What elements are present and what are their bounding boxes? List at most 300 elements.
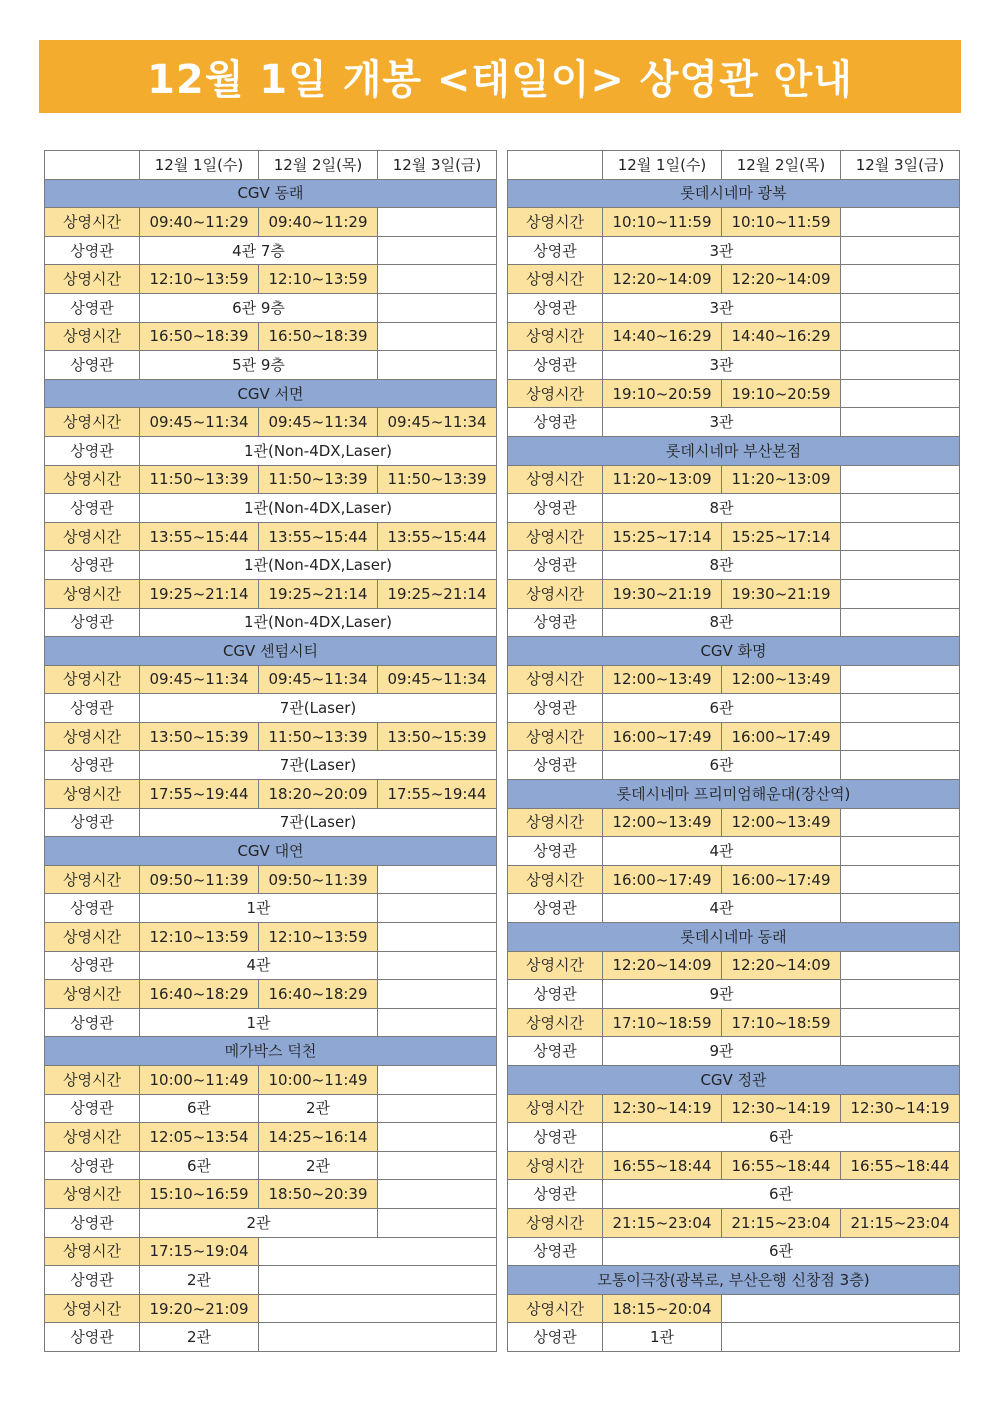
theater-header-row: [508, 780, 960, 809]
showtime-cell: 11:50~13:39: [259, 465, 378, 494]
showtime-cell: 15:25~17:14: [603, 522, 722, 551]
showtime-cell: 12:00~13:49: [603, 808, 722, 837]
showtime-row: [508, 322, 960, 351]
theater-header-row: [508, 923, 960, 952]
showtime-cell: 17:10~18:59: [722, 1008, 841, 1037]
hall-label: 상영관: [45, 436, 140, 465]
showtime-label: 상영시간: [45, 208, 140, 237]
showtime-cell: 12:00~13:49: [722, 808, 841, 837]
empty-cell: [841, 522, 960, 551]
hall-cell: 4관: [140, 951, 378, 980]
theater-name: 롯데시네마 프리미엄해운대(장산역): [508, 780, 960, 809]
showtime-cell: 18:50~20:39: [259, 1180, 378, 1209]
showtime-row: [508, 522, 960, 551]
showtime-label: 상영시간: [45, 923, 140, 952]
showtime-label: 상영시간: [508, 1208, 603, 1237]
hall-label: 상영관: [508, 1323, 603, 1352]
hall-cell: 8관: [603, 551, 841, 580]
showtime-cell: 16:55~18:44: [722, 1151, 841, 1180]
showtime-label: 상영시간: [508, 465, 603, 494]
showtime-row: [508, 1208, 960, 1237]
hall-cell: 3관: [603, 408, 841, 437]
showtime-row: [45, 1123, 497, 1152]
empty-cell: [841, 579, 960, 608]
showtime-cell: 09:45~11:34: [140, 408, 259, 437]
empty-cell: [841, 837, 960, 866]
empty-cell: [378, 293, 497, 322]
empty-cell: [841, 865, 960, 894]
showtime-cell: 16:00~17:49: [722, 865, 841, 894]
showtime-cell: 12:10~13:59: [259, 923, 378, 952]
showtime-cell: 16:00~17:49: [603, 722, 722, 751]
hall-label: 상영관: [508, 608, 603, 637]
date-header-blank: [508, 151, 603, 180]
empty-cell: [841, 379, 960, 408]
hall-label: 상영관: [45, 694, 140, 723]
hall-row: [508, 1123, 960, 1152]
hall-label: 상영관: [45, 951, 140, 980]
empty-cell: [841, 351, 960, 380]
hall-cell: 2관: [259, 1094, 378, 1123]
showtime-cell: 12:05~13:54: [140, 1123, 259, 1152]
hall-row: [45, 894, 497, 923]
hall-label: 상영관: [45, 608, 140, 637]
showtime-cell: 12:20~14:09: [722, 951, 841, 980]
showtime-cell: 12:10~13:59: [140, 265, 259, 294]
showtime-cell: 12:10~13:59: [259, 265, 378, 294]
hall-row: [45, 694, 497, 723]
empty-cell: [722, 1323, 960, 1352]
empty-cell: [378, 1151, 497, 1180]
empty-cell: [841, 293, 960, 322]
hall-row: [45, 751, 497, 780]
hall-row: [45, 951, 497, 980]
hall-row: [508, 1323, 960, 1352]
showtime-row: [508, 265, 960, 294]
hall-cell: 8관: [603, 608, 841, 637]
hall-cell: 7관(Laser): [140, 751, 497, 780]
hall-row: [508, 1037, 960, 1066]
showtime-label: 상영시간: [45, 408, 140, 437]
empty-cell: [378, 265, 497, 294]
showtime-row: [508, 1294, 960, 1323]
hall-row: [45, 1266, 497, 1295]
showtime-label: 상영시간: [508, 1094, 603, 1123]
theater-header-row: [508, 1266, 960, 1295]
showtime-row: [45, 980, 497, 1009]
hall-cell: 8관: [603, 494, 841, 523]
showtime-row: [45, 208, 497, 237]
showtime-cell: 09:45~11:34: [378, 665, 497, 694]
hall-cell: 7관(Laser): [140, 808, 497, 837]
showtime-label: 상영시간: [45, 522, 140, 551]
showtime-label: 상영시간: [45, 579, 140, 608]
showtime-label: 상영시간: [508, 865, 603, 894]
hall-label: 상영관: [45, 1094, 140, 1123]
hall-row: [508, 494, 960, 523]
showtime-row: [45, 265, 497, 294]
empty-cell: [378, 951, 497, 980]
showtime-cell: 12:30~14:19: [841, 1094, 960, 1123]
showtime-row: [508, 1151, 960, 1180]
showtime-cell: 19:30~21:19: [722, 579, 841, 608]
hall-cell: 6관: [603, 1180, 960, 1209]
hall-label: 상영관: [508, 1180, 603, 1209]
theater-name: CGV 센텀시티: [45, 637, 497, 666]
hall-cell: 9관: [603, 980, 841, 1009]
showtime-row: [45, 1237, 497, 1266]
hall-row: [508, 1180, 960, 1209]
theater-header-row: [45, 179, 497, 208]
empty-cell: [841, 751, 960, 780]
showtime-cell: 09:50~11:39: [140, 865, 259, 894]
empty-cell: [841, 265, 960, 294]
hall-label: 상영관: [45, 1151, 140, 1180]
theater-name: CGV 서면: [45, 379, 497, 408]
showtime-cell: 17:10~18:59: [603, 1008, 722, 1037]
showtime-row: [508, 1094, 960, 1123]
empty-cell: [378, 1008, 497, 1037]
hall-label: 상영관: [45, 351, 140, 380]
hall-label: 상영관: [45, 293, 140, 322]
showtime-label: 상영시간: [45, 1066, 140, 1095]
showtime-cell: 16:55~18:44: [841, 1151, 960, 1180]
hall-label: 상영관: [45, 1208, 140, 1237]
theater-name: CGV 화명: [508, 637, 960, 666]
theater-name: 롯데시네마 광복: [508, 179, 960, 208]
showtime-row: [45, 322, 497, 351]
hall-row: [508, 894, 960, 923]
hall-cell: 5관 9층: [140, 351, 378, 380]
empty-cell: [841, 665, 960, 694]
theater-name: 메가박스 덕천: [45, 1037, 497, 1066]
hall-row: [508, 751, 960, 780]
hall-row: [508, 236, 960, 265]
hall-cell: 1관(Non-4DX,Laser): [140, 608, 497, 637]
page-title-banner: [39, 40, 961, 113]
hall-cell: 6관: [140, 1094, 259, 1123]
empty-cell: [841, 236, 960, 265]
empty-cell: [841, 694, 960, 723]
hall-row: [508, 1237, 960, 1266]
hall-label: 상영관: [45, 894, 140, 923]
date-header-cell: 12월 1일(수): [603, 151, 722, 180]
empty-cell: [841, 494, 960, 523]
showtime-cell: 12:20~14:09: [603, 951, 722, 980]
showtime-label: 상영시간: [45, 1237, 140, 1266]
theater-name: CGV 정관: [508, 1066, 960, 1095]
theater-header-row: [45, 837, 497, 866]
empty-cell: [259, 1323, 497, 1352]
showtime-cell: 11:20~13:09: [722, 465, 841, 494]
hall-label: 상영관: [45, 808, 140, 837]
hall-cell: 3관: [603, 293, 841, 322]
hall-row: [45, 494, 497, 523]
showtime-cell: 16:55~18:44: [603, 1151, 722, 1180]
right-schedule-column: [507, 150, 960, 1352]
date-header-cell: 12월 2일(목): [722, 151, 841, 180]
empty-cell: [378, 236, 497, 265]
showtime-cell: 16:00~17:49: [722, 722, 841, 751]
empty-cell: [841, 551, 960, 580]
hall-label: 상영관: [45, 1008, 140, 1037]
empty-cell: [378, 1094, 497, 1123]
theater-name: 롯데시네마 동래: [508, 923, 960, 952]
showtime-label: 상영시간: [508, 322, 603, 351]
showtime-cell: 19:30~21:19: [603, 579, 722, 608]
empty-cell: [259, 1237, 497, 1266]
empty-cell: [378, 322, 497, 351]
hall-row: [508, 351, 960, 380]
hall-row: [45, 1151, 497, 1180]
showtime-row: [45, 665, 497, 694]
showtime-cell: 10:00~11:49: [259, 1066, 378, 1095]
showtime-cell: 14:40~16:29: [603, 322, 722, 351]
showtime-row: [45, 522, 497, 551]
hall-cell: 2관: [140, 1266, 259, 1295]
showtime-label: 상영시간: [45, 980, 140, 1009]
showtime-row: [45, 465, 497, 494]
showtime-cell: 19:10~20:59: [722, 379, 841, 408]
showtime-label: 상영시간: [508, 665, 603, 694]
showtime-label: 상영시간: [45, 1180, 140, 1209]
hall-row: [45, 1208, 497, 1237]
showtime-label: 상영시간: [45, 1123, 140, 1152]
showtime-row: [508, 579, 960, 608]
showtime-row: [508, 722, 960, 751]
schedule-table-right: [507, 150, 960, 1352]
showtime-cell: 19:20~21:09: [140, 1294, 259, 1323]
hall-row: [508, 980, 960, 1009]
showtime-cell: 12:20~14:09: [722, 265, 841, 294]
hall-label: 상영관: [45, 494, 140, 523]
showtime-cell: 16:50~18:39: [140, 322, 259, 351]
empty-cell: [841, 322, 960, 351]
empty-cell: [841, 980, 960, 1009]
showtime-label: 상영시간: [508, 265, 603, 294]
hall-cell: 6관: [603, 1123, 960, 1152]
showtime-cell: 13:55~15:44: [378, 522, 497, 551]
hall-label: 상영관: [508, 751, 603, 780]
theater-header-row: [45, 379, 497, 408]
showtime-cell: 10:10~11:59: [722, 208, 841, 237]
hall-label: 상영관: [508, 980, 603, 1009]
showtime-label: 상영시간: [508, 1008, 603, 1037]
hall-row: [45, 236, 497, 265]
hall-cell: 6관: [603, 1237, 960, 1266]
showtime-row: [508, 865, 960, 894]
showtime-cell: 18:20~20:09: [259, 780, 378, 809]
date-header-cell: 12월 1일(수): [140, 151, 259, 180]
showtime-cell: 11:50~13:39: [259, 722, 378, 751]
showtime-label: 상영시간: [45, 665, 140, 694]
showtime-label: 상영시간: [508, 579, 603, 608]
date-header-cell: 12월 2일(목): [259, 151, 378, 180]
hall-row: [45, 551, 497, 580]
empty-cell: [378, 208, 497, 237]
showtime-label: 상영시간: [45, 865, 140, 894]
showtime-label: 상영시간: [508, 951, 603, 980]
date-header-blank: [45, 151, 140, 180]
hall-label: 상영관: [45, 751, 140, 780]
showtime-label: 상영시간: [45, 780, 140, 809]
hall-cell: 1관: [603, 1323, 722, 1352]
showtime-cell: 18:15~20:04: [603, 1294, 722, 1323]
hall-row: [45, 608, 497, 637]
showtime-cell: 21:15~23:04: [722, 1208, 841, 1237]
empty-cell: [378, 980, 497, 1009]
theater-header-row: [508, 179, 960, 208]
showtime-row: [45, 1294, 497, 1323]
empty-cell: [378, 1123, 497, 1152]
empty-cell: [378, 351, 497, 380]
showtime-cell: 16:40~18:29: [259, 980, 378, 1009]
left-schedule-column: [44, 150, 497, 1352]
showtime-label: 상영시간: [508, 722, 603, 751]
showtime-cell: 19:25~21:14: [259, 579, 378, 608]
showtime-row: [508, 208, 960, 237]
empty-cell: [841, 808, 960, 837]
showtime-cell: 12:30~14:19: [603, 1094, 722, 1123]
showtime-cell: 09:50~11:39: [259, 865, 378, 894]
showtime-row: [45, 579, 497, 608]
page-title: 12월 1일 개봉 <태일이> 상영관 안내: [147, 57, 853, 103]
showtime-cell: 16:50~18:39: [259, 322, 378, 351]
empty-cell: [722, 1294, 960, 1323]
theater-header-row: [508, 436, 960, 465]
showtime-row: [45, 1180, 497, 1209]
empty-cell: [841, 951, 960, 980]
showtime-cell: 16:00~17:49: [603, 865, 722, 894]
hall-label: 상영관: [508, 551, 603, 580]
date-header-row: [508, 151, 960, 180]
hall-label: 상영관: [508, 894, 603, 923]
showtime-cell: 13:55~15:44: [140, 522, 259, 551]
showtime-row: [45, 923, 497, 952]
showtime-cell: 10:00~11:49: [140, 1066, 259, 1095]
hall-label: 상영관: [508, 293, 603, 322]
hall-label: 상영관: [508, 1037, 603, 1066]
hall-cell: 6관: [603, 694, 841, 723]
empty-cell: [378, 923, 497, 952]
showtime-row: [45, 865, 497, 894]
showtime-row: [45, 1066, 497, 1095]
theater-name: CGV 대연: [45, 837, 497, 866]
empty-cell: [259, 1266, 497, 1295]
showtime-cell: 12:10~13:59: [140, 923, 259, 952]
empty-cell: [841, 722, 960, 751]
showtime-row: [45, 722, 497, 751]
hall-cell: 1관(Non-4DX,Laser): [140, 436, 497, 465]
showtime-cell: 09:45~11:34: [259, 408, 378, 437]
hall-label: 상영관: [45, 1323, 140, 1352]
hall-cell: 1관: [140, 894, 378, 923]
hall-label: 상영관: [508, 351, 603, 380]
hall-cell: 9관: [603, 1037, 841, 1066]
showtime-cell: 09:45~11:34: [140, 665, 259, 694]
showtime-cell: 15:10~16:59: [140, 1180, 259, 1209]
showtime-row: [508, 465, 960, 494]
empty-cell: [378, 894, 497, 923]
hall-cell: 6관: [140, 1151, 259, 1180]
showtime-cell: 21:15~23:04: [841, 1208, 960, 1237]
showtime-cell: 13:50~15:39: [378, 722, 497, 751]
hall-label: 상영관: [45, 236, 140, 265]
showtime-label: 상영시간: [45, 722, 140, 751]
showtime-row: [508, 808, 960, 837]
showtime-row: [508, 379, 960, 408]
hall-cell: 3관: [603, 236, 841, 265]
showtime-label: 상영시간: [508, 522, 603, 551]
hall-row: [45, 1008, 497, 1037]
showtime-label: 상영시간: [508, 808, 603, 837]
showtime-label: 상영시간: [45, 465, 140, 494]
hall-cell: 6관: [603, 751, 841, 780]
showtime-cell: 11:20~13:09: [603, 465, 722, 494]
showtime-cell: 17:55~19:44: [140, 780, 259, 809]
hall-label: 상영관: [508, 1123, 603, 1152]
theater-name: CGV 동래: [45, 179, 497, 208]
showtime-label: 상영시간: [45, 322, 140, 351]
hall-label: 상영관: [45, 1266, 140, 1295]
theater-header-row: [45, 637, 497, 666]
showtime-cell: 19:25~21:14: [140, 579, 259, 608]
showtime-cell: 16:40~18:29: [140, 980, 259, 1009]
date-header-cell: 12월 3일(금): [378, 151, 497, 180]
hall-row: [45, 808, 497, 837]
hall-cell: 4관: [603, 837, 841, 866]
hall-row: [45, 436, 497, 465]
hall-label: 상영관: [508, 408, 603, 437]
theater-name: 모통이극장(광복로, 부산은행 신창점 3층): [508, 1266, 960, 1295]
showtime-cell: 15:25~17:14: [722, 522, 841, 551]
empty-cell: [841, 408, 960, 437]
hall-row: [508, 293, 960, 322]
hall-cell: 2관: [140, 1323, 259, 1352]
showtime-cell: 17:55~19:44: [378, 780, 497, 809]
empty-cell: [378, 1066, 497, 1095]
hall-row: [45, 1323, 497, 1352]
showtime-cell: 12:20~14:09: [603, 265, 722, 294]
hall-row: [508, 608, 960, 637]
showtime-label: 상영시간: [45, 265, 140, 294]
showtime-cell: 21:15~23:04: [603, 1208, 722, 1237]
showtime-cell: 12:00~13:49: [603, 665, 722, 694]
empty-cell: [841, 894, 960, 923]
empty-cell: [841, 608, 960, 637]
showtime-label: 상영시간: [508, 1151, 603, 1180]
showtime-cell: 13:55~15:44: [259, 522, 378, 551]
hall-row: [508, 694, 960, 723]
hall-label: 상영관: [508, 236, 603, 265]
schedule-table-left: [44, 150, 497, 1352]
showtime-cell: 14:25~16:14: [259, 1123, 378, 1152]
theater-header-row: [508, 1066, 960, 1095]
empty-cell: [378, 1180, 497, 1209]
showtime-cell: 12:00~13:49: [722, 665, 841, 694]
hall-label: 상영관: [45, 551, 140, 580]
hall-row: [508, 837, 960, 866]
showtime-cell: 17:15~19:04: [140, 1237, 259, 1266]
hall-label: 상영관: [508, 694, 603, 723]
showtime-cell: 09:45~11:34: [259, 665, 378, 694]
showtime-cell: 11:50~13:39: [140, 465, 259, 494]
showtime-label: 상영시간: [45, 1294, 140, 1323]
empty-cell: [841, 208, 960, 237]
hall-label: 상영관: [508, 1237, 603, 1266]
showtime-row: [45, 780, 497, 809]
empty-cell: [378, 865, 497, 894]
